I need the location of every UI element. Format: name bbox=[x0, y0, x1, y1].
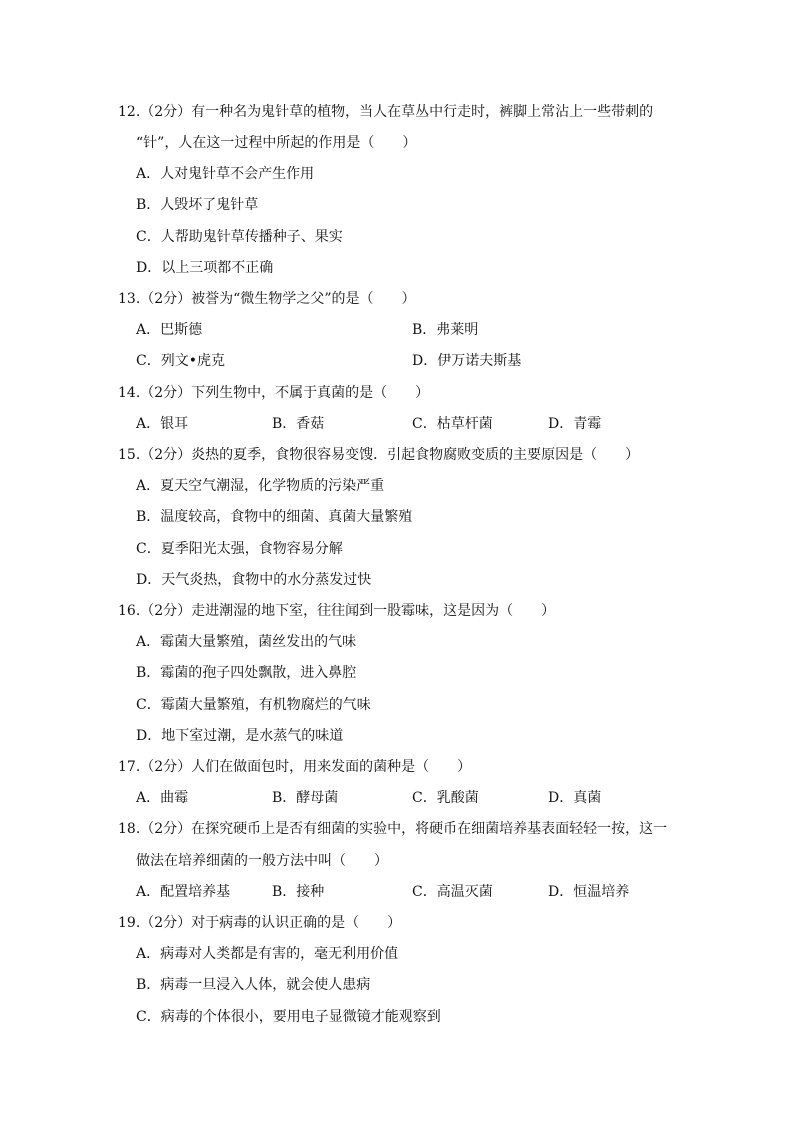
question-17-stem: 17.（2分）人们在做面包时，用来发面的菌种是（ ） bbox=[118, 759, 472, 775]
question-12-stem-cont: “针”，人在这一过程中所起的作用是（ ） bbox=[136, 135, 417, 151]
question-16-option-d: D．地下室过潮，是水蒸气的味道 bbox=[136, 728, 344, 744]
question-19-option-a: A．病毒对人类都是有害的，毫无利用价值 bbox=[136, 946, 399, 962]
question-16-option-c: C．霉菌大量繁殖，有机物腐烂的气味 bbox=[136, 697, 371, 713]
question-12-stem: 12.（2分）有一种名为鬼针草的植物，当人在草丛中行走时，裤脚上常沾上一些带刺的 bbox=[118, 104, 654, 120]
question-18-stem-cont: 做法在培养细菌的一般方法中叫（ ） bbox=[136, 853, 388, 869]
question-17-option-b: B．酵母菌 bbox=[272, 790, 339, 806]
question-15-stem: 15.（2分）炎热的夏季，食物很容易变馊．引起食物腐败变质的主要原因是（ ） bbox=[118, 447, 640, 463]
question-16-option-b: B．霉菌的孢子四处飘散，进入鼻腔 bbox=[136, 665, 357, 681]
question-18-option-a: A．配置培养基 bbox=[136, 884, 231, 900]
question-14-option-a: A．银耳 bbox=[136, 416, 189, 432]
question-14-option-c: C．枯草杆菌 bbox=[412, 416, 493, 432]
question-13-stem: 13.（2分）被誉为“微生物学之父”的是（ ） bbox=[118, 291, 416, 307]
question-15-option-d: D．天气炎热，食物中的水分蒸发过快 bbox=[136, 572, 372, 588]
question-13-option-d: D．伊万诺夫斯基 bbox=[412, 353, 522, 369]
question-13-option-b: B．弗莱明 bbox=[412, 322, 479, 338]
question-17-option-d: D．真菌 bbox=[548, 790, 602, 806]
question-12-option-a: A．人对鬼针草不会产生作用 bbox=[136, 166, 315, 182]
question-14-option-d: D．青霉 bbox=[548, 416, 602, 432]
question-12-option-c: C．人帮助鬼针草传播种子、果实 bbox=[136, 229, 343, 245]
question-16-option-a: A．霉菌大量繁殖，菌丝发出的气味 bbox=[136, 634, 357, 650]
question-18-stem: 18.（2分）在探究硬币上是否有细菌的实验中，将硬币在细菌培养基表面轻轻一按，这一 bbox=[118, 821, 668, 837]
question-13-option-a: A．巴斯德 bbox=[136, 322, 203, 338]
question-19-option-b: B．病毒一旦浸入人体，就会使人患病 bbox=[136, 977, 371, 993]
question-19-option-c: C．病毒的个体很小，要用电子显微镜才能观察到 bbox=[136, 1009, 441, 1025]
question-15-option-b: B．温度较高，食物中的细菌、真菌大量繁殖 bbox=[136, 509, 413, 525]
question-15-option-c: C．夏季阳光太强，食物容易分解 bbox=[136, 541, 343, 557]
question-17-option-a: A．曲霉 bbox=[136, 790, 189, 806]
question-14-option-b: B．香菇 bbox=[272, 416, 325, 432]
question-18-option-d: D．恒温培养 bbox=[548, 884, 630, 900]
question-19-stem: 19.（2分）对于病毒的认识正确的是（ ） bbox=[118, 915, 402, 931]
question-15-option-a: A．夏天空气潮湿，化学物质的污染严重 bbox=[136, 478, 385, 494]
question-18-option-b: B．接种 bbox=[272, 884, 325, 900]
question-13-option-c: C．列文•虎克 bbox=[136, 353, 225, 369]
question-14-stem: 14.（2分）下列生物中，不属于真菌的是（ ） bbox=[118, 385, 430, 401]
question-12-option-d: D．以上三项都不正确 bbox=[136, 260, 274, 276]
question-18-option-c: C．高温灭菌 bbox=[412, 884, 493, 900]
question-17-option-c: C．乳酸菌 bbox=[412, 790, 479, 806]
question-16-stem: 16.（2分）走进潮湿的地下室，往往闻到一股霉味，这是因为（ ） bbox=[118, 603, 556, 619]
question-12-option-b: B．人毁坏了鬼针草 bbox=[136, 197, 259, 213]
